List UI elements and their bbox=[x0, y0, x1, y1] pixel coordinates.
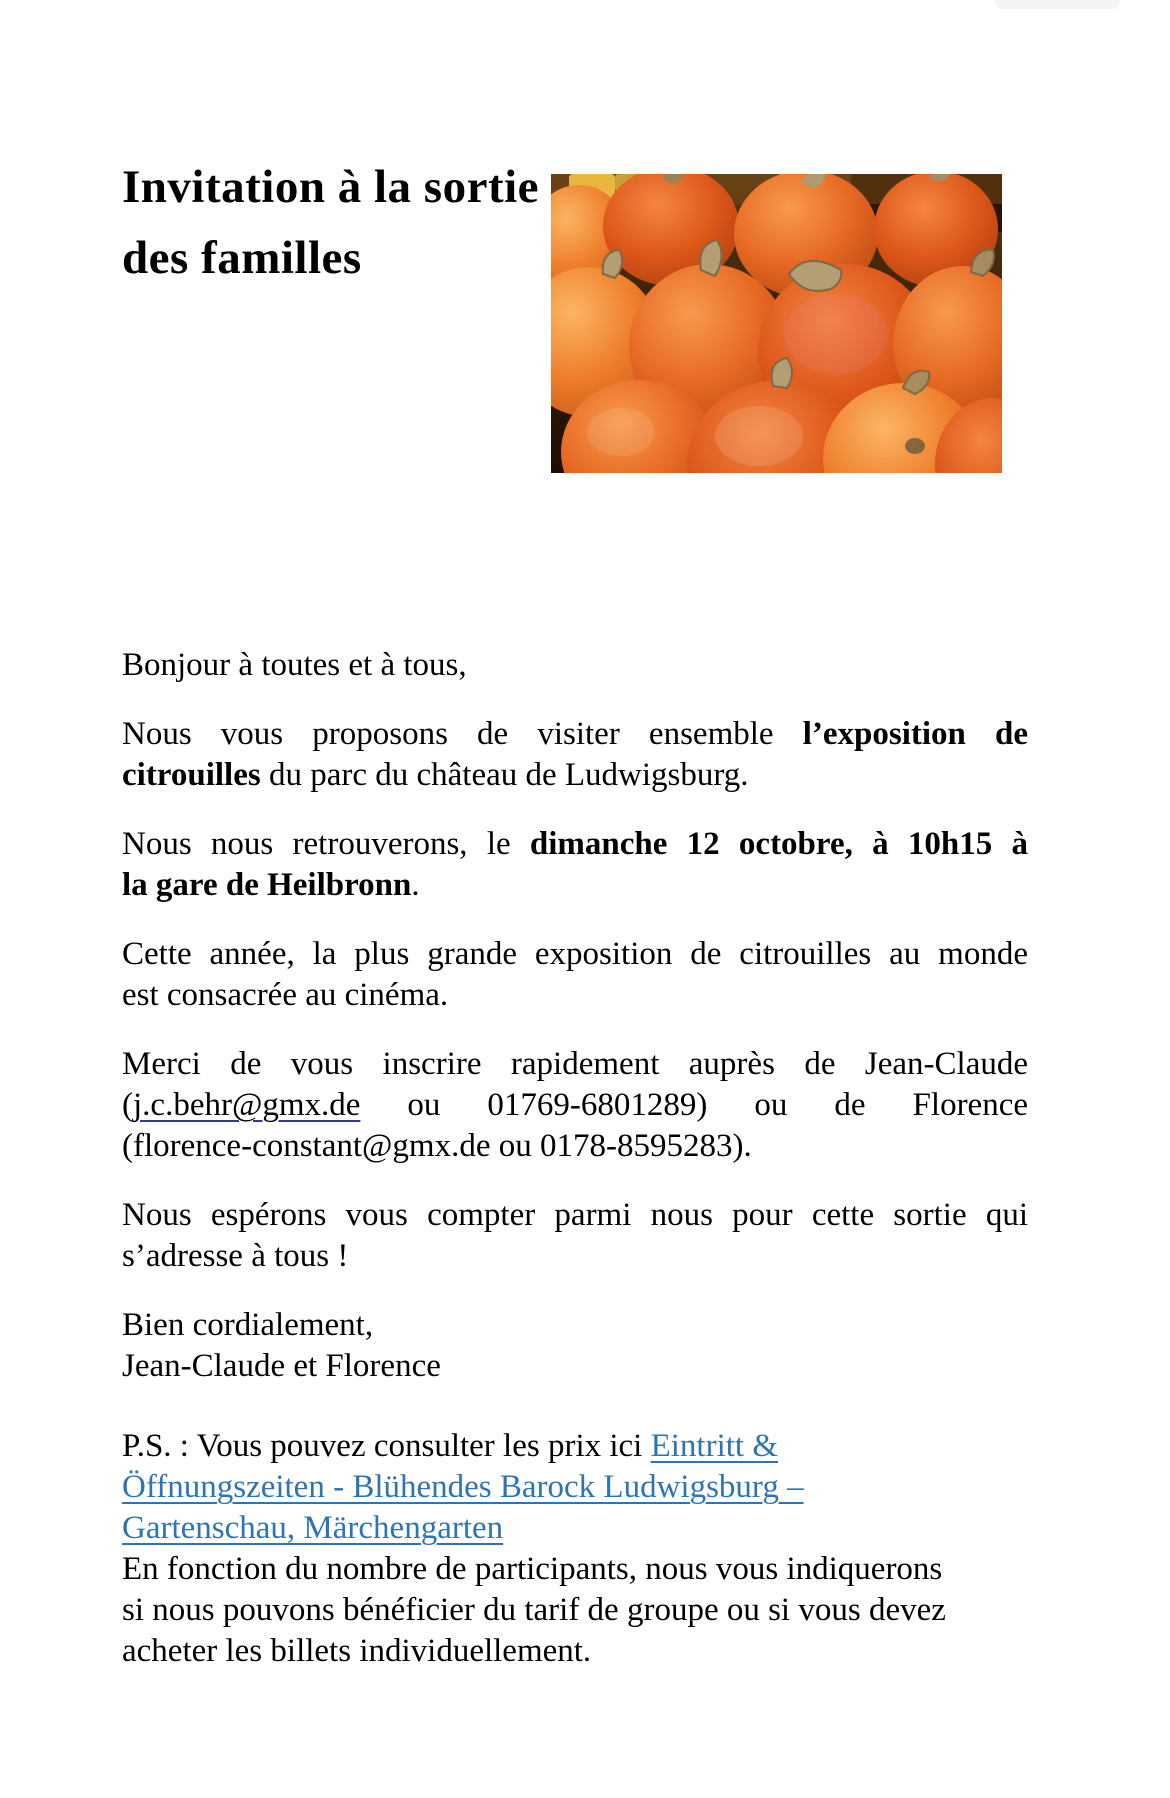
text-line: acheter les billets individuellement. bbox=[122, 1633, 592, 1669]
text-line: (florence-constant@gmx.de ou 0178-8595283). bbox=[122, 1128, 752, 1164]
prices-link-part-3[interactable]: Gartenschau, Märchengarten bbox=[122, 1510, 504, 1546]
text-line: s’adresse à tous ! bbox=[122, 1238, 349, 1274]
closing-line: Bien cordialement, bbox=[122, 1307, 374, 1343]
text-segment: du parc du château de Ludwigsburg. bbox=[260, 757, 749, 793]
text-segment: ou 01769-6801289) ou de Florence bbox=[360, 1087, 1028, 1123]
text-segment-bold: la gare de Heilbronn bbox=[122, 867, 412, 903]
text-segment: Nous nous retrouverons, le bbox=[122, 826, 530, 862]
prices-link-part-2[interactable]: Öffnungszeiten - Blühendes Barock Ludwigsburg – bbox=[122, 1469, 804, 1505]
text-line bbox=[122, 1508, 1028, 1549]
text-line bbox=[122, 1085, 1028, 1126]
text-line: si nous pouvons bénéficier du tarif de groupe ou si vous devez bbox=[122, 1592, 946, 1628]
text-segment-bold: citrouilles bbox=[122, 757, 261, 793]
postscript-block bbox=[122, 1426, 1028, 1672]
text-line bbox=[122, 714, 1028, 755]
paragraph-registration bbox=[122, 1044, 1028, 1167]
title-line-1: Invitation à la sortie bbox=[122, 161, 540, 213]
text-line bbox=[122, 1426, 1028, 1467]
paragraph-greeting bbox=[122, 645, 1028, 686]
letter-body bbox=[122, 645, 1028, 1672]
paragraph-proposal bbox=[122, 714, 1028, 796]
text-line: Merci de vous inscrire rapidement auprès de Jean-Claude bbox=[122, 1046, 1028, 1082]
page-title bbox=[122, 152, 539, 294]
text-segment: P.S. : Vous pouvez consulter les prix ici bbox=[122, 1428, 651, 1464]
text-line bbox=[122, 755, 1028, 796]
pumpkins-image bbox=[551, 174, 1002, 473]
text-line: est consacrée au cinéma. bbox=[122, 977, 449, 1013]
signature-block bbox=[122, 1305, 1028, 1387]
prices-link-part-1[interactable]: Eintritt & bbox=[650, 1428, 779, 1464]
text-segment-bold: dimanche 12 octobre, à 10h15 à bbox=[529, 826, 1028, 862]
signature-names: Jean-Claude et Florence bbox=[122, 1348, 441, 1384]
paragraph-exhibition bbox=[122, 934, 1028, 1016]
browser-ui-artifact bbox=[995, 0, 1120, 9]
text-line: Cette année, la plus grande exposition de citrouilles au monde bbox=[122, 936, 1028, 972]
paragraph-meeting bbox=[122, 824, 1028, 906]
text-line bbox=[122, 824, 1028, 865]
text-line: En fonction du nombre de participants, nous vous indiquerons bbox=[122, 1551, 943, 1587]
paragraph-hope bbox=[122, 1195, 1028, 1277]
text-line bbox=[122, 1467, 1028, 1508]
text-segment: ( bbox=[122, 1087, 133, 1123]
text-line bbox=[122, 865, 1028, 906]
text-line: Bonjour à toutes et à tous, bbox=[122, 647, 467, 683]
text-segment: Nous vous proposons de visiter ensemble bbox=[122, 716, 803, 752]
text-segment-bold: l’exposition de bbox=[802, 716, 1028, 752]
title-line-2: des familles bbox=[122, 232, 362, 284]
text-line: Nous espérons vous compter parmi nous pour cette sortie qui bbox=[122, 1197, 1028, 1233]
email-link-jean-claude[interactable]: j.c.behr@gmx.de bbox=[133, 1087, 361, 1123]
pumpkins-photo-svg bbox=[551, 174, 1002, 473]
text-segment: . bbox=[411, 867, 420, 903]
